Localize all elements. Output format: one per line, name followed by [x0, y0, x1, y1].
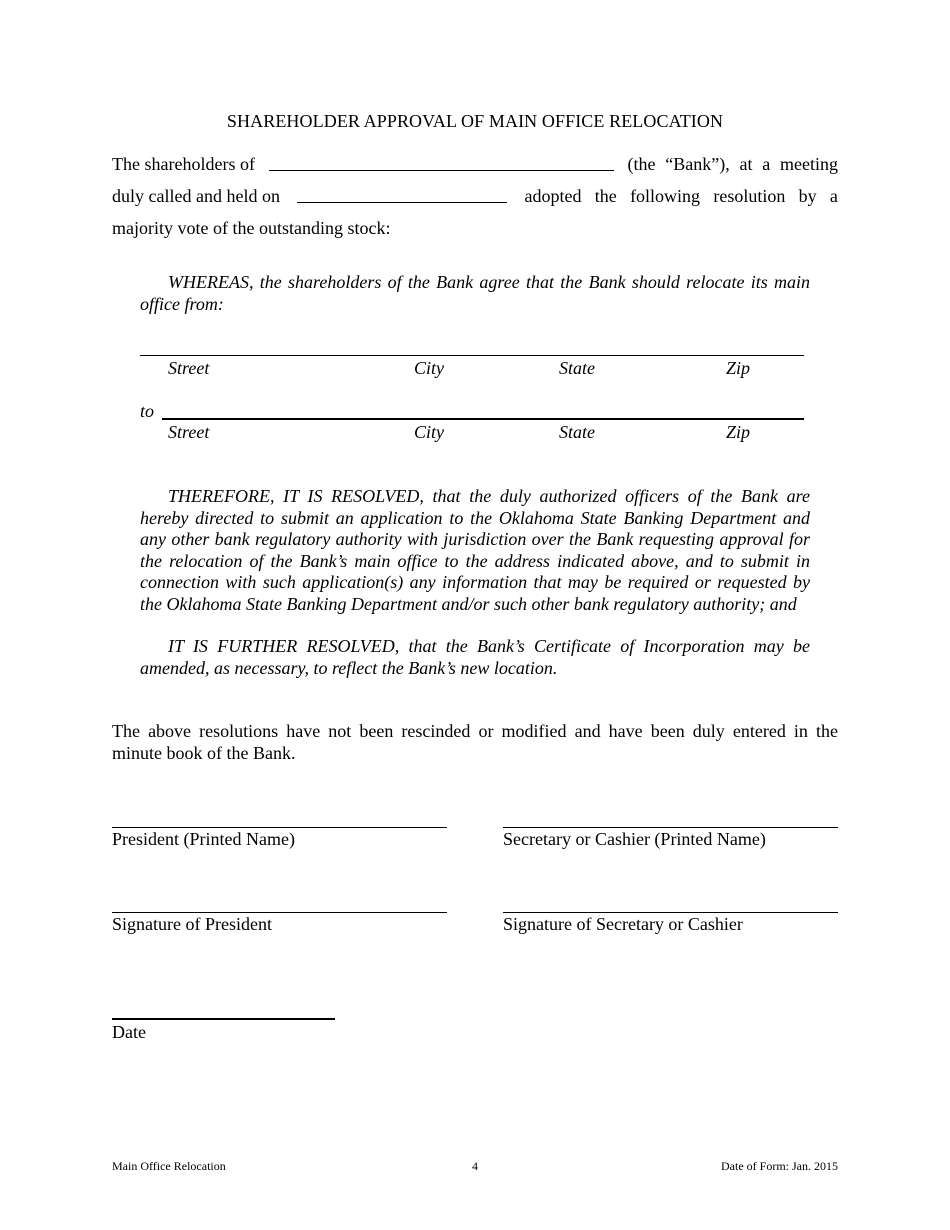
intro-line-2: [112, 186, 838, 212]
president-signature-line[interactable]: [112, 912, 447, 913]
intro-word: (the: [627, 154, 656, 174]
intro-word: resolution: [713, 186, 786, 206]
from-zip-label: Zip: [726, 358, 751, 378]
intro-word: “Bank”),: [665, 154, 730, 174]
intro-word: the: [594, 186, 617, 206]
form-title: SHAREHOLDER APPROVAL OF MAIN OFFICE RELOCATION: [226, 111, 724, 131]
footer-left: Main Office Relocation: [112, 1159, 226, 1173]
to-street-label: Street: [168, 422, 210, 442]
from-address-line[interactable]: [140, 355, 804, 356]
intro-word: by: [798, 186, 817, 206]
whereas-clause: WHEREAS, the shareholders of the Bank agree that the Bank should relocate its main office from:: [140, 272, 810, 314]
date-line[interactable]: [112, 1018, 335, 1020]
secretary-name-line[interactable]: [503, 827, 838, 828]
therefore-clause: THEREFORE, IT IS RESOLVED, that the duly authorized officers of the Bank are hereby directed to submit an application to the Oklahoma State Banking Department and any other bank regulatory authority with jurisdiction over the Bank requesting approval for the relocation of the Bank’s main office to the address indicated above, and to submit in connection with such application(s) any information that may be required or requested by the Oklahoma State Banking Department and/or such other bank regulatory authority; and: [140, 486, 810, 614]
to-zip-label: Zip: [726, 422, 751, 442]
intro-word: at: [739, 154, 753, 174]
intro-word: following: [630, 186, 701, 206]
secretary-signature-label: Signature of Secretary or Cashier: [503, 914, 743, 934]
intro-word: meeting: [780, 154, 838, 174]
secretary-name-label: Secretary or Cashier (Printed Name): [503, 829, 766, 849]
intro-word: a: [762, 154, 771, 174]
from-city-label: City: [414, 358, 444, 378]
to-state-label: State: [559, 422, 595, 442]
date-label: Date: [112, 1022, 146, 1042]
to-city-label: City: [414, 422, 444, 442]
to-address-line[interactable]: [162, 418, 804, 420]
from-state-label: State: [559, 358, 595, 378]
intro-word: a: [829, 186, 838, 206]
president-name-line[interactable]: [112, 827, 447, 828]
meeting-date-field[interactable]: [297, 186, 507, 203]
intro-line-1: [112, 154, 838, 180]
intro-word: adopted: [524, 186, 582, 206]
from-street-label: Street: [168, 358, 210, 378]
secretary-signature-line[interactable]: [503, 912, 838, 913]
intro-line-2-start: duly called and held on: [112, 186, 280, 206]
to-label: to: [140, 401, 155, 421]
intro-line-1-start: The shareholders of: [112, 154, 255, 174]
footer-right: Date of Form: Jan. 2015: [721, 1159, 838, 1173]
intro-line-3: majority vote of the outstanding stock:: [112, 218, 391, 238]
page-number: 4: [472, 1159, 478, 1173]
bank-name-field[interactable]: [269, 154, 614, 171]
further-resolved-clause: IT IS FURTHER RESOLVED, that the Bank’s Certificate of Incorporation may be amended, as necessary, to reflect the Bank’s new location.: [140, 636, 810, 678]
president-signature-label: Signature of President: [112, 914, 272, 934]
closing-statement: The above resolutions have not been rescinded or modified and have been duly entered in the minute book of the Bank.: [112, 721, 838, 763]
president-name-label: President (Printed Name): [112, 829, 295, 849]
